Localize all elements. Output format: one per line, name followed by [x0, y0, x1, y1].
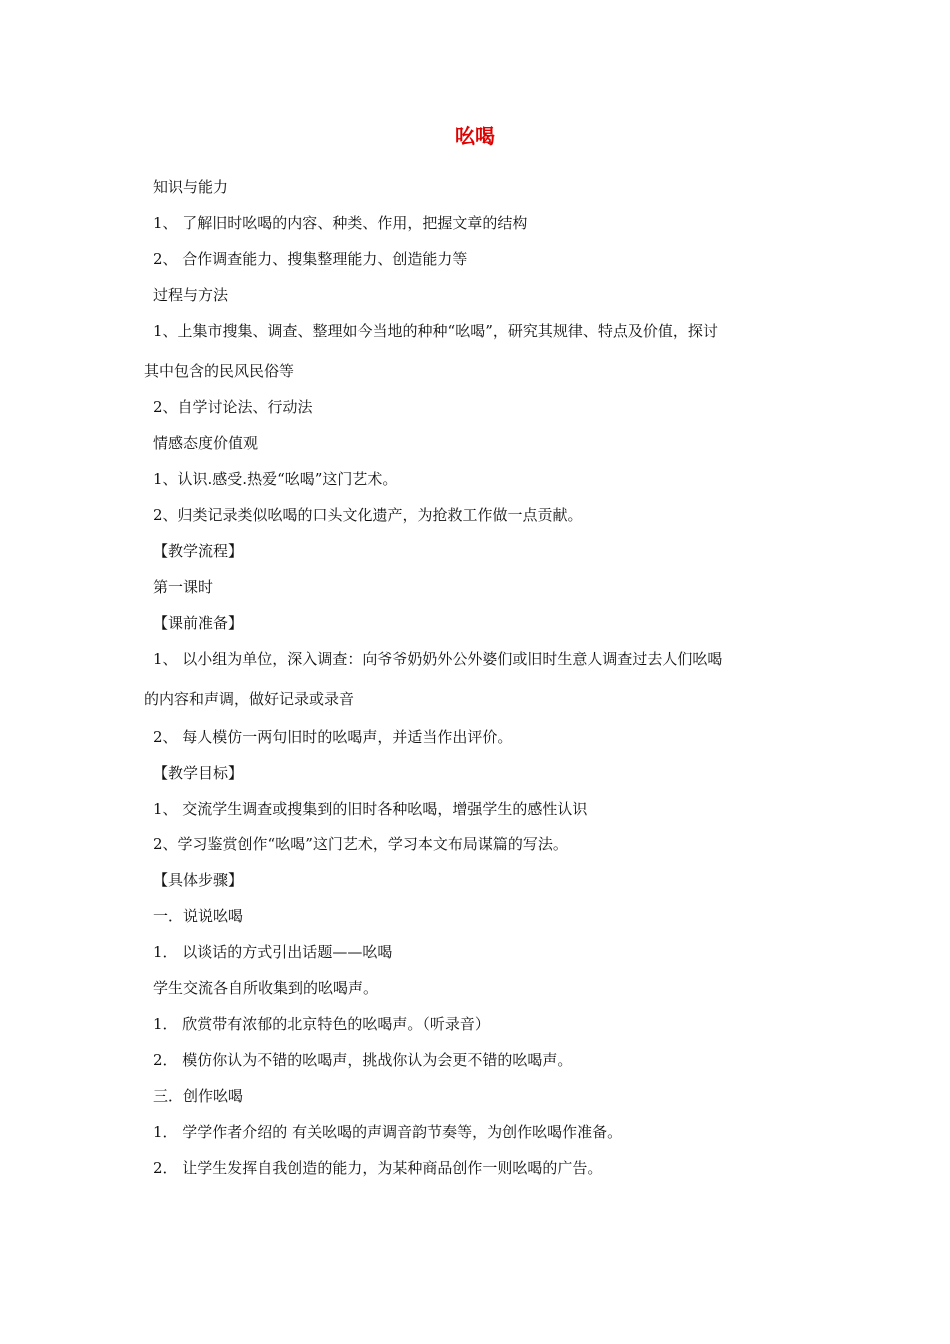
- text-line: 1、上集市搜集、调查、整理如今当地的种种“吆喝”，研究其规律、特点及价值，探讨: [153, 322, 718, 340]
- text-line: 第一课时: [153, 578, 214, 596]
- text-line: 2、学习鉴赏创作“吆喝”这门艺术，学习本文布局谋篇的写法。: [153, 835, 568, 853]
- section-heading-emotion: 情感态度价值观: [153, 434, 259, 452]
- section-heading-flow: 【教学流程】: [153, 542, 244, 560]
- text-line: 1． 学学作者介绍的 有关吆喝的声调音韵节奏等，为创作吆喝作准备。: [153, 1123, 623, 1141]
- text-line: 1、 了解旧时吆喝的内容、种类、作用，把握文章的结构: [153, 214, 528, 232]
- text-line: 1． 以谈话的方式引出话题——吆喝: [153, 943, 393, 961]
- text-line: 2． 模仿你认为不错的吆喝声，挑战你认为会更不错的吆喝声。: [153, 1051, 573, 1069]
- text-line: 三．创作吆喝: [153, 1087, 244, 1105]
- section-heading-goals: 【教学目标】: [153, 764, 244, 782]
- text-line: 学生交流各自所收集到的吆喝声。: [153, 979, 379, 997]
- section-heading-process: 过程与方法: [153, 286, 229, 304]
- text-line: 1． 欣赏带有浓郁的北京特色的吆喝声。（听录音）: [153, 1015, 490, 1033]
- text-line: 的内容和声调，做好记录或录音: [144, 690, 355, 708]
- text-line: 1、 以小组为单位，深入调查：向爷爷奶奶外公外婆们或旧时生意人调查过去人们吆喝: [153, 650, 723, 668]
- section-heading-steps: 【具体步骤】: [153, 871, 244, 889]
- text-line: 2、 合作调查能力、搜集整理能力、创造能力等: [153, 250, 468, 268]
- text-line: 2、归类记录类似吆喝的口头文化遗产，为抢救工作做一点贡献。: [153, 506, 583, 524]
- text-line: 2、 每人模仿一两句旧时的吆喝声，并适当作出评价。: [153, 728, 513, 746]
- text-line: 2． 让学生发挥自我创造的能力，为某种商品创作一则吆喝的广告。: [153, 1159, 603, 1177]
- text-line: 其中包含的民风民俗等: [144, 362, 295, 380]
- text-line: 1、 交流学生调查或搜集到的旧时各种吆喝，增强学生的感性认识: [153, 800, 588, 818]
- section-heading-prep: 【课前准备】: [153, 614, 244, 632]
- section-heading-knowledge: 知识与能力: [153, 178, 229, 196]
- text-line: 2、自学讨论法、行动法: [153, 398, 313, 416]
- document-title: 吆喝: [455, 124, 495, 148]
- text-line: 1、认识.感受.热爱“吆喝”这门艺术。: [153, 470, 398, 488]
- text-line: 一．说说吆喝: [153, 907, 244, 925]
